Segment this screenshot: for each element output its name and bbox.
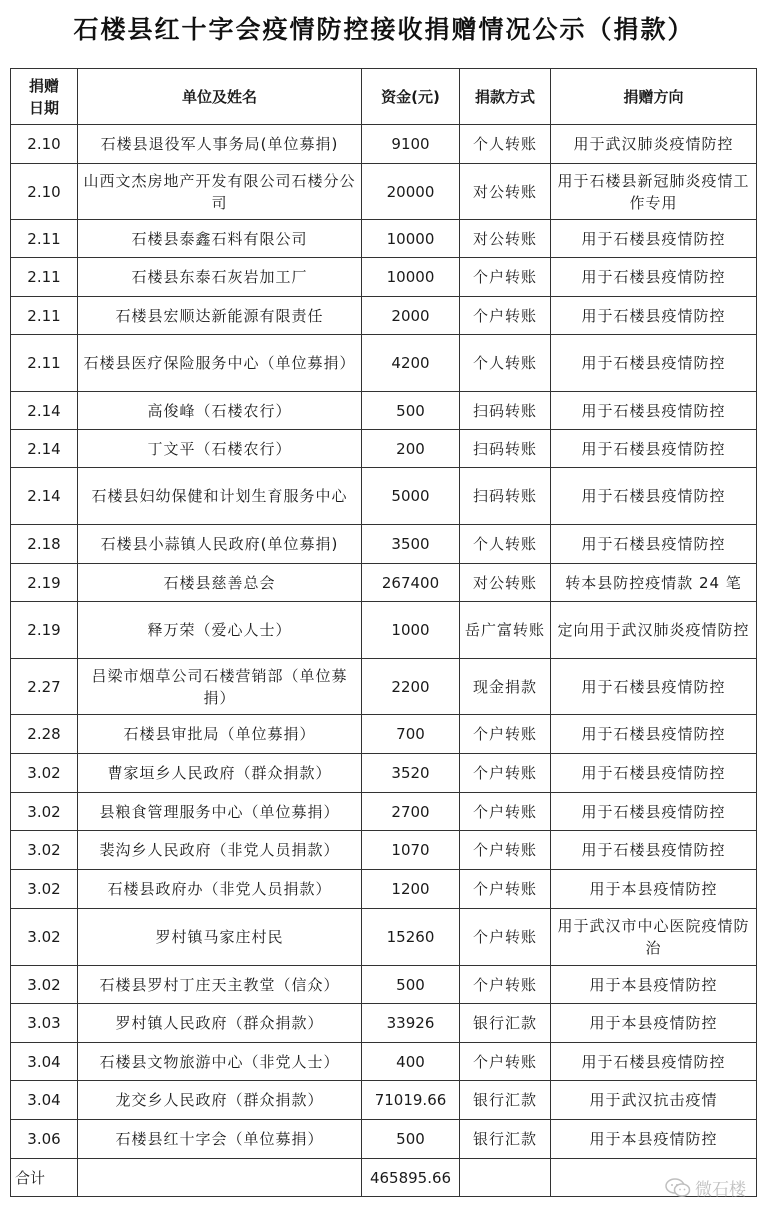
cell-name: 罗村镇马家庄村民 [78, 909, 362, 966]
cell-method: 扫码转账 [460, 468, 551, 525]
cell-method: 现金捐款 [460, 659, 551, 715]
cell-name: 石楼县文物旅游中心（非党人士） [78, 1043, 362, 1081]
cell-direction: 定向用于武汉肺炎疫情防控 [551, 602, 757, 659]
header-direction: 捐赠方向 [551, 69, 757, 125]
cell-amount: 500 [362, 966, 460, 1004]
table-row [11, 564, 757, 602]
table-row [11, 659, 757, 715]
cell-method: 个户转账 [460, 966, 551, 1004]
cell-amount: 1000 [362, 602, 460, 659]
cell-amount: 3500 [362, 525, 460, 564]
table-row [11, 164, 757, 220]
cell-name: 丁文平（石楼农行） [78, 430, 362, 468]
cell-method: 个户转账 [460, 870, 551, 909]
cell-method: 银行汇款 [460, 1120, 551, 1159]
cell-date: 3.02 [11, 754, 78, 793]
cell-direction: 用于石楼县疫情防控 [551, 525, 757, 564]
cell-amount: 10000 [362, 258, 460, 297]
table-row [11, 125, 757, 164]
cell-amount: 4200 [362, 335, 460, 392]
wechat-icon [665, 1178, 691, 1198]
table-row [11, 1081, 757, 1120]
table-header-row [11, 69, 757, 125]
cell-direction: 用于石楼县疫情防控 [551, 297, 757, 335]
cell-name: 石楼县医疗保险服务中心（单位募捐） [78, 335, 362, 392]
table-row [11, 754, 757, 793]
cell-direction: 用于石楼县疫情防控 [551, 793, 757, 831]
cell-amount: 500 [362, 392, 460, 430]
cell-method: 岳广富转账 [460, 602, 551, 659]
cell-direction: 用于石楼县疫情防控 [551, 258, 757, 297]
cell-direction: 用于石楼县疫情防控 [551, 715, 757, 754]
cell-name: 高俊峰（石楼农行） [78, 392, 362, 430]
total-row [11, 1159, 757, 1197]
header-method: 捐款方式 [460, 69, 551, 125]
cell-method: 个人转账 [460, 335, 551, 392]
cell-name: 石楼县政府办（非党人员捐款） [78, 870, 362, 909]
cell-direction: 用于石楼县疫情防控 [551, 831, 757, 870]
cell-amount: 500 [362, 1120, 460, 1159]
table-row [11, 258, 757, 297]
table-row [11, 831, 757, 870]
table-row [11, 525, 757, 564]
watermark-text: 微石楼 [695, 1180, 746, 1200]
header-amount: 资金(元) [362, 69, 460, 125]
total-empty-cell [78, 1159, 362, 1197]
cell-date: 2.11 [11, 258, 78, 297]
table-row [11, 870, 757, 909]
cell-method: 个户转账 [460, 909, 551, 966]
cell-name: 吕梁市烟草公司石楼营销部（单位募捐） [78, 659, 362, 715]
cell-name: 山西文杰房地产开发有限公司石楼分公司 [78, 164, 362, 220]
cell-date: 3.02 [11, 793, 78, 831]
cell-direction: 用于武汉市中心医院疫情防治 [551, 909, 757, 966]
cell-name: 石楼县审批局（单位募捐） [78, 715, 362, 754]
cell-direction: 用于石楼县疫情防控 [551, 335, 757, 392]
cell-method: 个户转账 [460, 258, 551, 297]
cell-amount: 71019.66 [362, 1081, 460, 1120]
cell-date: 2.11 [11, 220, 78, 258]
header-name: 单位及姓名 [78, 69, 362, 125]
table-row [11, 1043, 757, 1081]
cell-amount: 33926 [362, 1004, 460, 1043]
cell-name: 罗村镇人民政府（群众捐款） [78, 1004, 362, 1043]
cell-date: 3.04 [11, 1043, 78, 1081]
cell-direction: 用于石楼县疫情防控 [551, 754, 757, 793]
donation-table [10, 68, 757, 1197]
cell-amount: 15260 [362, 909, 460, 966]
cell-amount: 5000 [362, 468, 460, 525]
cell-amount: 1070 [362, 831, 460, 870]
cell-direction: 用于本县疫情防控 [551, 1004, 757, 1043]
cell-name: 石楼县慈善总会 [78, 564, 362, 602]
table-row [11, 335, 757, 392]
total-empty-cell [460, 1159, 551, 1197]
cell-method: 个户转账 [460, 715, 551, 754]
cell-name: 县粮食管理服务中心（单位募捐） [78, 793, 362, 831]
cell-date: 2.14 [11, 430, 78, 468]
table-row [11, 468, 757, 525]
cell-direction: 用于本县疫情防控 [551, 870, 757, 909]
cell-amount: 20000 [362, 164, 460, 220]
cell-name: 石楼县宏顺达新能源有限责任 [78, 297, 362, 335]
cell-date: 2.28 [11, 715, 78, 754]
cell-method: 个人转账 [460, 125, 551, 164]
cell-date: 3.06 [11, 1120, 78, 1159]
cell-direction: 转本县防控疫情款 24 笔 [551, 564, 757, 602]
cell-method: 个户转账 [460, 831, 551, 870]
table-row [11, 602, 757, 659]
cell-amount: 400 [362, 1043, 460, 1081]
cell-date: 2.14 [11, 468, 78, 525]
cell-name: 龙交乡人民政府（群众捐款） [78, 1081, 362, 1120]
cell-direction: 用于武汉抗击疫情 [551, 1081, 757, 1120]
cell-method: 个户转账 [460, 754, 551, 793]
cell-direction: 用于石楼县疫情防控 [551, 468, 757, 525]
cell-method: 银行汇款 [460, 1004, 551, 1043]
cell-direction: 用于石楼县疫情防控 [551, 220, 757, 258]
table-row [11, 793, 757, 831]
total-label: 合计 [11, 1159, 78, 1197]
table-row [11, 430, 757, 468]
cell-amount: 267400 [362, 564, 460, 602]
cell-method: 银行汇款 [460, 1081, 551, 1120]
cell-direction: 用于石楼县疫情防控 [551, 392, 757, 430]
cell-method: 扫码转账 [460, 430, 551, 468]
cell-method: 个人转账 [460, 525, 551, 564]
cell-date: 3.04 [11, 1081, 78, 1120]
table-row [11, 909, 757, 966]
cell-amount: 3520 [362, 754, 460, 793]
cell-date: 2.27 [11, 659, 78, 715]
cell-name: 裴沟乡人民政府（非党人员捐款） [78, 831, 362, 870]
table-row [11, 966, 757, 1004]
cell-name: 石楼县东泰石灰岩加工厂 [78, 258, 362, 297]
cell-name: 石楼县红十字会（单位募捐） [78, 1120, 362, 1159]
cell-date: 3.02 [11, 870, 78, 909]
cell-method: 对公转账 [460, 164, 551, 220]
cell-date: 3.02 [11, 909, 78, 966]
cell-method: 个户转账 [460, 793, 551, 831]
header-date: 捐赠日期 [11, 69, 78, 125]
cell-direction: 用于石楼县新冠肺炎疫情工作专用 [551, 164, 757, 220]
cell-date: 2.10 [11, 164, 78, 220]
cell-direction: 用于武汉肺炎疫情防控 [551, 125, 757, 164]
cell-direction: 用于石楼县疫情防控 [551, 430, 757, 468]
cell-date: 2.19 [11, 602, 78, 659]
cell-name: 石楼县退役军人事务局(单位募捐) [78, 125, 362, 164]
cell-amount: 700 [362, 715, 460, 754]
table-row [11, 1120, 757, 1159]
table-row [11, 715, 757, 754]
cell-method: 个户转账 [460, 1043, 551, 1081]
cell-date: 2.11 [11, 297, 78, 335]
cell-date: 3.03 [11, 1004, 78, 1043]
cell-amount: 2200 [362, 659, 460, 715]
cell-name: 石楼县妇幼保健和计划生育服务中心 [78, 468, 362, 525]
cell-amount: 9100 [362, 125, 460, 164]
cell-name: 石楼县罗村丁庄天主教堂（信众） [78, 966, 362, 1004]
cell-amount: 10000 [362, 220, 460, 258]
cell-amount: 2000 [362, 297, 460, 335]
cell-amount: 1200 [362, 870, 460, 909]
cell-method: 对公转账 [460, 564, 551, 602]
cell-name: 石楼县泰鑫石料有限公司 [78, 220, 362, 258]
cell-direction: 用于本县疫情防控 [551, 1120, 757, 1159]
cell-method: 扫码转账 [460, 392, 551, 430]
cell-date: 2.14 [11, 392, 78, 430]
cell-amount: 200 [362, 430, 460, 468]
cell-direction: 用于石楼县疫情防控 [551, 1043, 757, 1081]
cell-name: 释万荣（爱心人士） [78, 602, 362, 659]
cell-date: 3.02 [11, 966, 78, 1004]
page-title: 石楼县红十字会疫情防控接收捐赠情况公示（捐款） [73, 15, 695, 44]
cell-direction: 用于石楼县疫情防控 [551, 659, 757, 715]
table-row [11, 220, 757, 258]
cell-date: 2.11 [11, 335, 78, 392]
table-row [11, 1004, 757, 1043]
cell-direction: 用于本县疫情防控 [551, 966, 757, 1004]
total-amount: 465895.66 [362, 1159, 460, 1197]
cell-name: 石楼县小蒜镇人民政府(单位募捐) [78, 525, 362, 564]
table-row [11, 297, 757, 335]
cell-date: 2.19 [11, 564, 78, 602]
cell-name: 曹家垣乡人民政府（群众捐款） [78, 754, 362, 793]
cell-method: 对公转账 [460, 220, 551, 258]
watermark [665, 1175, 746, 1200]
cell-date: 2.18 [11, 525, 78, 564]
table-row [11, 392, 757, 430]
cell-amount: 2700 [362, 793, 460, 831]
cell-method: 个户转账 [460, 297, 551, 335]
cell-date: 3.02 [11, 831, 78, 870]
cell-date: 2.10 [11, 125, 78, 164]
